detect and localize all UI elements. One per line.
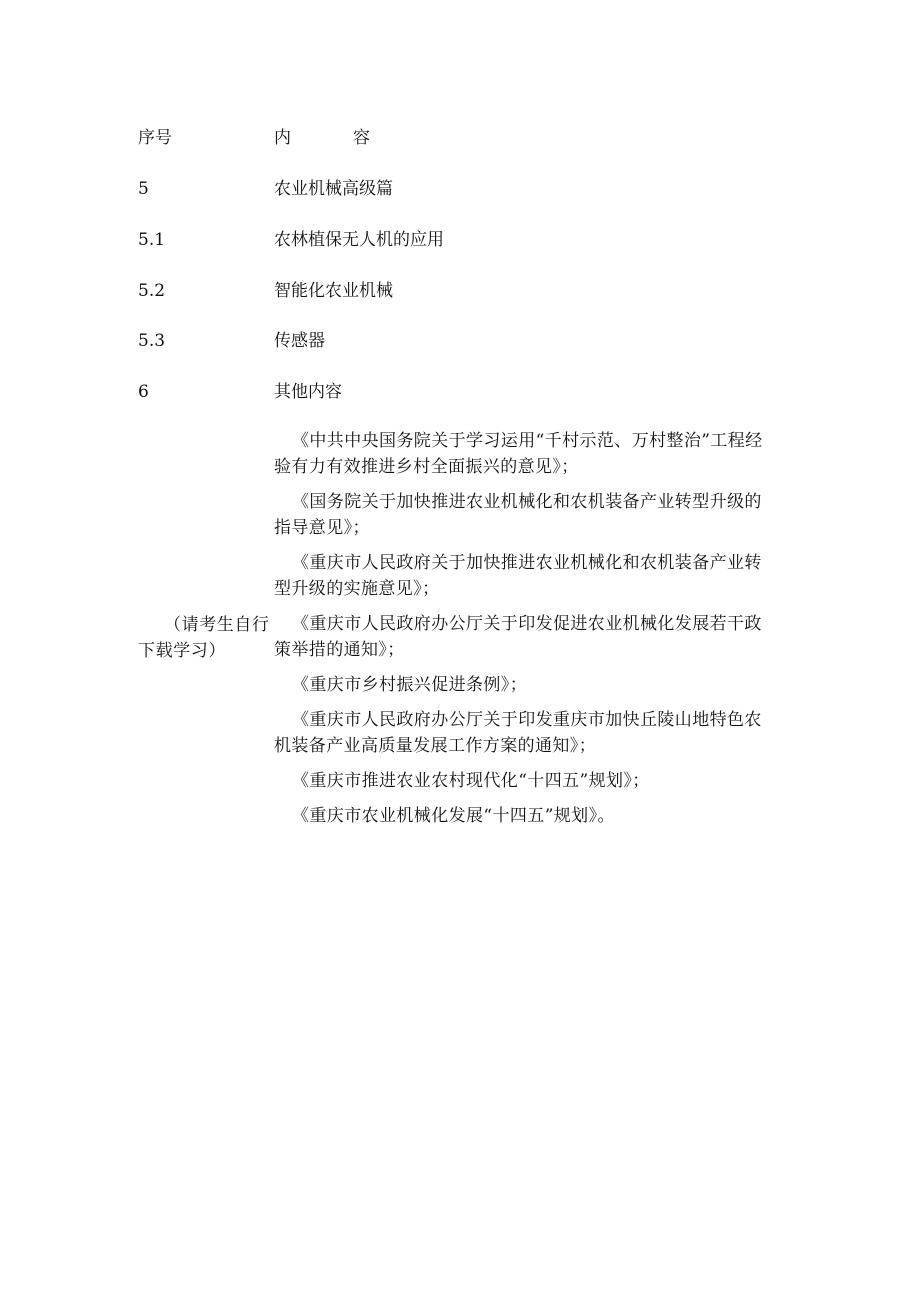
column-header-number: 序号 (138, 128, 172, 148)
row-content: 传感器 (274, 331, 325, 351)
row-number: 5 (138, 179, 149, 199)
reference-item: 《重庆市人民政府办公厅关于印发重庆市加快丘陵山地特色农机装备产业高质量发展工作方案的通知》； (274, 710, 762, 756)
column-header-content (274, 127, 370, 149)
row-content: 农林植保无人机的应用 (274, 230, 444, 250)
reference-item: 《重庆市人民政府关于加快推进农业机械化和农机装备产业转型升级的实施意见》； (274, 553, 762, 599)
reference-item: 《重庆市乡村振兴促进条例》； (292, 675, 528, 695)
row-number: 5.2 (138, 281, 166, 301)
row-number: 5.1 (138, 230, 166, 250)
row-number: 6 (138, 382, 149, 402)
reference-item: 《中共中央国务院关于学习运用“千村示范、万村整治”工程经验有力有效推进乡村全面振兴的意见》； (274, 431, 763, 477)
column-header-content-part-a: 内 (274, 128, 291, 148)
row-content: 农业机械高级篇 (274, 179, 393, 199)
row-content: 其他内容 (274, 382, 342, 402)
download-note: （请考生自行下载学习） (138, 615, 270, 661)
reference-item: 《重庆市农业机械化发展“十四五”规划》。 (292, 806, 615, 826)
reference-item: 《重庆市推进农业农村现代化“十四五”规划》； (292, 771, 650, 791)
row-content: 智能化农业机械 (274, 281, 393, 301)
reference-list (274, 428, 774, 838)
column-header-content-part-b: 容 (353, 128, 370, 148)
row-number: 5.3 (138, 331, 166, 351)
reference-item: 《重庆市人民政府办公厅关于印发促进农业机械化发展若干政策举措的通知》； (274, 614, 762, 660)
reference-item: 《国务院关于加快推进农业机械化和农机装备产业转型升级的指导意见》； (274, 492, 762, 538)
